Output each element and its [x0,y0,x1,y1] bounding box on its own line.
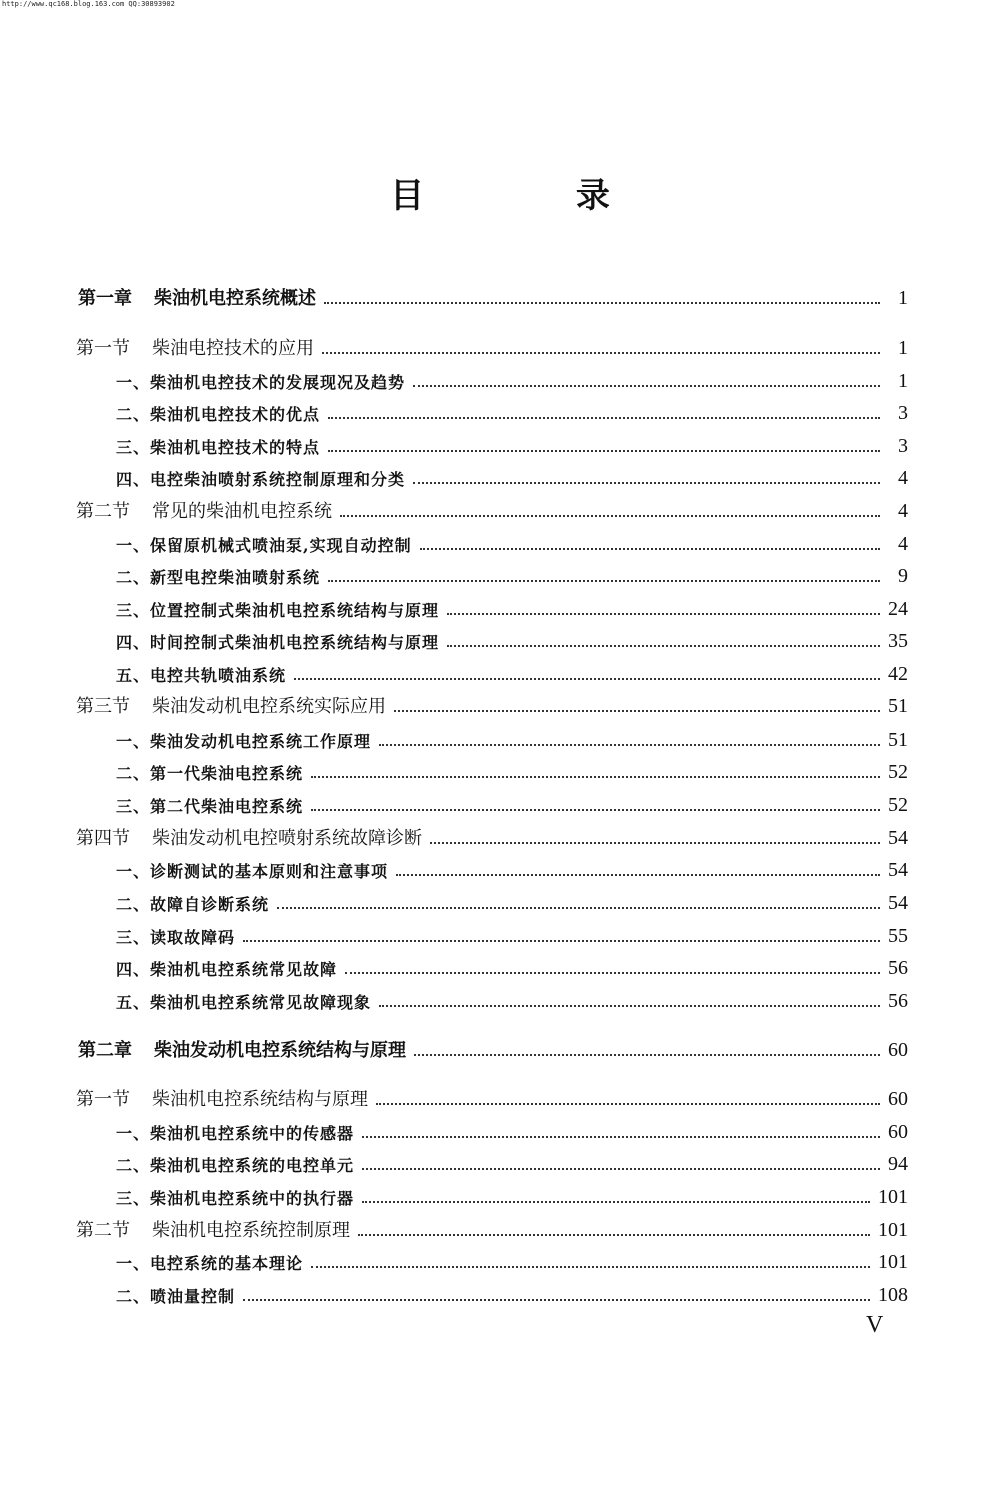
toc-entry-chapter [78,284,908,310]
toc-entry-label [76,1216,350,1242]
dot-leader [447,645,880,647]
toc-entry-title: 位置控制式柴油机电控系统结构与原理 [150,601,440,620]
toc-entry-title: 电控柴油喷射系统控制原理和分类 [150,470,406,489]
dot-leader [362,1201,870,1203]
toc-entry-title: 读取故障码 [150,928,236,947]
toc-entry-number: 一、 [116,1254,151,1273]
toc-entry-section [76,692,908,718]
toc-entry-title: 诊断测试的基本原则和注意事项 [150,862,389,881]
toc-entry-title: 电控共轨喷油系统 [150,666,287,685]
toc-entry-label [116,957,337,980]
toc-entry-number: 二、 [116,1156,151,1175]
dot-leader [322,352,880,354]
toc-entry-label [76,824,422,850]
toc-entry-page: 56 [888,957,908,979]
toc-entry-page: 4 [898,533,908,555]
toc-entry-label [116,990,371,1013]
toc-entry-item [116,399,908,425]
toc-entry-title: 柴油机电控系统的电控单元 [150,1156,355,1175]
toc-entry-number: 二、 [116,895,151,914]
toc-entry-page: 94 [888,1153,908,1175]
toc-entry-label [116,565,320,588]
toc-entry-section [76,334,908,360]
toc-entry-title: 故障自诊断系统 [150,895,270,914]
toc-entry-number: 一、 [116,862,151,881]
toc-entry-number: 第三节 [76,696,130,717]
toc-entry-page: 3 [898,435,908,457]
dot-leader [379,744,880,746]
toc-entry-number: 第二章 [78,1040,132,1061]
toc-entry-label [116,467,405,490]
toc-entry-label [76,334,314,360]
dot-leader [394,710,880,712]
toc-entry-number: 一、 [116,536,151,555]
dot-leader [328,450,880,452]
toc-entry-title: 第二代柴油电控系统 [150,797,304,816]
toc-entry-page: 52 [888,794,908,816]
toc-entry-number: 二、 [116,1287,151,1306]
toc-entry-number: 二、 [116,405,151,424]
toc-entry-label [76,692,386,718]
toc-entry-page: 101 [878,1219,908,1241]
toc-entry-item [116,726,908,752]
toc-entry-number: 三、 [116,928,151,947]
toc-entry-page: 56 [888,990,908,1012]
toc-entry-page: 101 [878,1251,908,1273]
page-title: 目 录 [390,176,680,216]
toc-entry-item [116,367,908,393]
dot-leader [362,1168,880,1170]
toc-entry-title: 柴油机电控系统概述 [154,288,316,309]
toc-entry-label [116,1121,354,1144]
toc-entry-item [116,464,908,490]
toc-entry-title: 第一代柴油电控系统 [150,764,304,783]
dot-leader [430,842,880,844]
toc-entry-title: 柴油机电控系统常见故障 [150,960,338,979]
toc-entry-number: 第一章 [78,288,132,309]
toc-entry-title: 常见的柴油机电控系统 [152,501,332,522]
toc-entry-page: 1 [898,287,908,309]
toc-entry-item [116,889,908,915]
dot-leader [243,940,880,942]
toc-entry-label [116,859,388,882]
toc-entry-section [76,497,908,523]
toc-entry-number: 第四节 [76,828,130,849]
toc-entry-page: 60 [888,1121,908,1143]
toc-entry-label [116,663,286,686]
toc-entry-page: 35 [888,630,908,652]
toc-entry-page: 4 [898,467,908,489]
dot-leader [243,1299,870,1301]
toc-entry-label [116,402,320,425]
toc-entry-item [116,1118,908,1144]
toc-entry-title: 新型电控柴油喷射系统 [150,568,321,587]
toc-entry-page: 101 [878,1186,908,1208]
toc-entry-title: 柴油机电控技术的特点 [150,438,321,457]
dot-leader [376,1103,880,1105]
toc-entry-item [116,1183,908,1209]
page-number: V [866,1312,884,1338]
toc-entry-number: 第一节 [76,338,130,359]
toc-entry-section [76,1085,908,1111]
toc-entry-item [116,595,908,621]
toc-entry-number: 第一节 [76,1089,130,1110]
toc-entry-title: 柴油机电控系统中的传感器 [150,1124,355,1143]
toc-entry-number: 二、 [116,764,151,783]
toc-entry-page: 42 [888,663,908,685]
dot-leader [379,1005,880,1007]
toc-entry-chapter [78,1036,908,1062]
dot-leader [396,874,880,876]
toc-entry-item [116,627,908,653]
toc-entry-item [116,922,908,948]
toc-entry-title: 柴油发动机电控系统实际应用 [152,696,386,717]
toc-entry-label [76,1085,368,1111]
toc-entry-label [116,533,412,556]
dot-leader [362,1136,880,1138]
toc-entry-page: 3 [898,402,908,424]
toc-entry-item [116,1281,908,1307]
toc-entry-page: 4 [898,500,908,522]
toc-entry-label [116,729,371,752]
dot-leader [324,302,880,304]
toc-entry-page: 51 [888,695,908,717]
toc-entry-page: 60 [888,1039,908,1061]
toc-entry-title: 电控系统的基本理论 [150,1254,304,1273]
toc-entry-number: 三、 [116,601,151,620]
toc-entry-label [116,794,303,817]
toc-entry-number: 五、 [116,666,151,685]
toc-entry-page: 54 [888,827,908,849]
dot-leader [447,613,880,615]
dot-leader [413,385,880,387]
toc-entry-number: 一、 [116,732,151,751]
toc-entry-label [78,1036,406,1062]
toc-entry-title: 柴油机电控技术的发展现况及趋势 [150,373,406,392]
toc-entry-item [116,1248,908,1274]
toc-entry-label [116,1186,354,1209]
toc-entry-number: 四、 [116,633,151,652]
toc-entry-page: 54 [888,859,908,881]
header-note: http://www.qc168.blog.163.com QQ:30893902 [2,0,175,8]
toc-entry-number: 四、 [116,470,151,489]
toc-entry-number: 三、 [116,438,151,457]
dot-leader [294,678,880,680]
toc-entry-title: 时间控制式柴油机电控系统结构与原理 [150,633,440,652]
dot-leader [328,580,880,582]
toc-entry-page: 60 [888,1088,908,1110]
toc-entry-number: 五、 [116,993,151,1012]
toc-entry-item [116,660,908,686]
toc-entry-label [116,761,303,784]
toc-entry-page: 9 [898,565,908,587]
dot-leader [311,776,880,778]
toc-entry-item [116,1150,908,1176]
toc-entry-label [78,284,316,310]
dot-leader [277,907,880,909]
toc-entry-title: 柴油发动机电控系统工作原理 [150,732,372,751]
toc-entry-item [116,987,908,1013]
toc-entry-title: 保留原机械式喷油泵,实现自动控制 [150,536,412,555]
toc-entry-label [116,630,439,653]
toc-entry-item [116,530,908,556]
toc-entry-label [116,1251,303,1274]
toc-entry-page: 1 [898,337,908,359]
toc-entry-item [116,791,908,817]
toc-entry-label [76,497,332,523]
toc-entry-title: 柴油发动机电控系统结构与原理 [154,1040,406,1061]
toc-entry-page: 24 [888,598,908,620]
toc-entry-label [116,892,269,915]
toc-entry-label [116,1153,354,1176]
toc-entry-title: 柴油机电控系统控制原理 [152,1220,350,1241]
toc-entry-title: 柴油机电控技术的优点 [150,405,321,424]
toc-entry-number: 四、 [116,960,151,979]
toc-entry-label [116,1284,235,1307]
toc-entry-item [116,954,908,980]
toc-entry-label [116,435,320,458]
toc-entry-number: 三、 [116,797,151,816]
toc-entry-page: 55 [888,925,908,947]
toc-entry-page: 108 [878,1284,908,1306]
toc-entry-item [116,432,908,458]
toc-entry-number: 第二节 [76,1220,130,1241]
dot-leader [420,548,880,550]
dot-leader [311,809,880,811]
dot-leader [414,1054,880,1056]
toc-entry-section [76,1216,908,1242]
toc-entry-number: 三、 [116,1189,151,1208]
toc-entry-section [76,824,908,850]
toc-entry-title: 柴油电控技术的应用 [152,338,314,359]
toc-entry-title: 喷油量控制 [150,1287,236,1306]
toc-entry-page: 54 [888,892,908,914]
toc-entry-page: 1 [898,370,908,392]
toc-entry-item [116,856,908,882]
toc-entry-number: 第二节 [76,501,130,522]
toc-entry-title: 柴油发动机电控喷射系统故障诊断 [152,828,422,849]
dot-leader [311,1266,870,1268]
toc-entry-title: 柴油机电控系统结构与原理 [152,1089,368,1110]
toc-entry-label [116,925,235,948]
dot-leader [413,482,880,484]
toc-entry-item [116,562,908,588]
dot-leader [328,417,880,419]
dot-leader [345,972,880,974]
toc-entry-title: 柴油机电控系统中的执行器 [150,1189,355,1208]
dot-leader [358,1234,870,1236]
toc-entry-number: 二、 [116,568,151,587]
toc-entry-label [116,370,405,393]
toc-entry-page: 52 [888,761,908,783]
toc-entry-item [116,758,908,784]
dot-leader [340,515,880,517]
toc-entry-number: 一、 [116,373,151,392]
toc-entry-number: 一、 [116,1124,151,1143]
toc-entry-title: 柴油机电控系统常见故障现象 [150,993,372,1012]
toc-entry-label [116,598,439,621]
toc-entry-page: 51 [888,729,908,751]
